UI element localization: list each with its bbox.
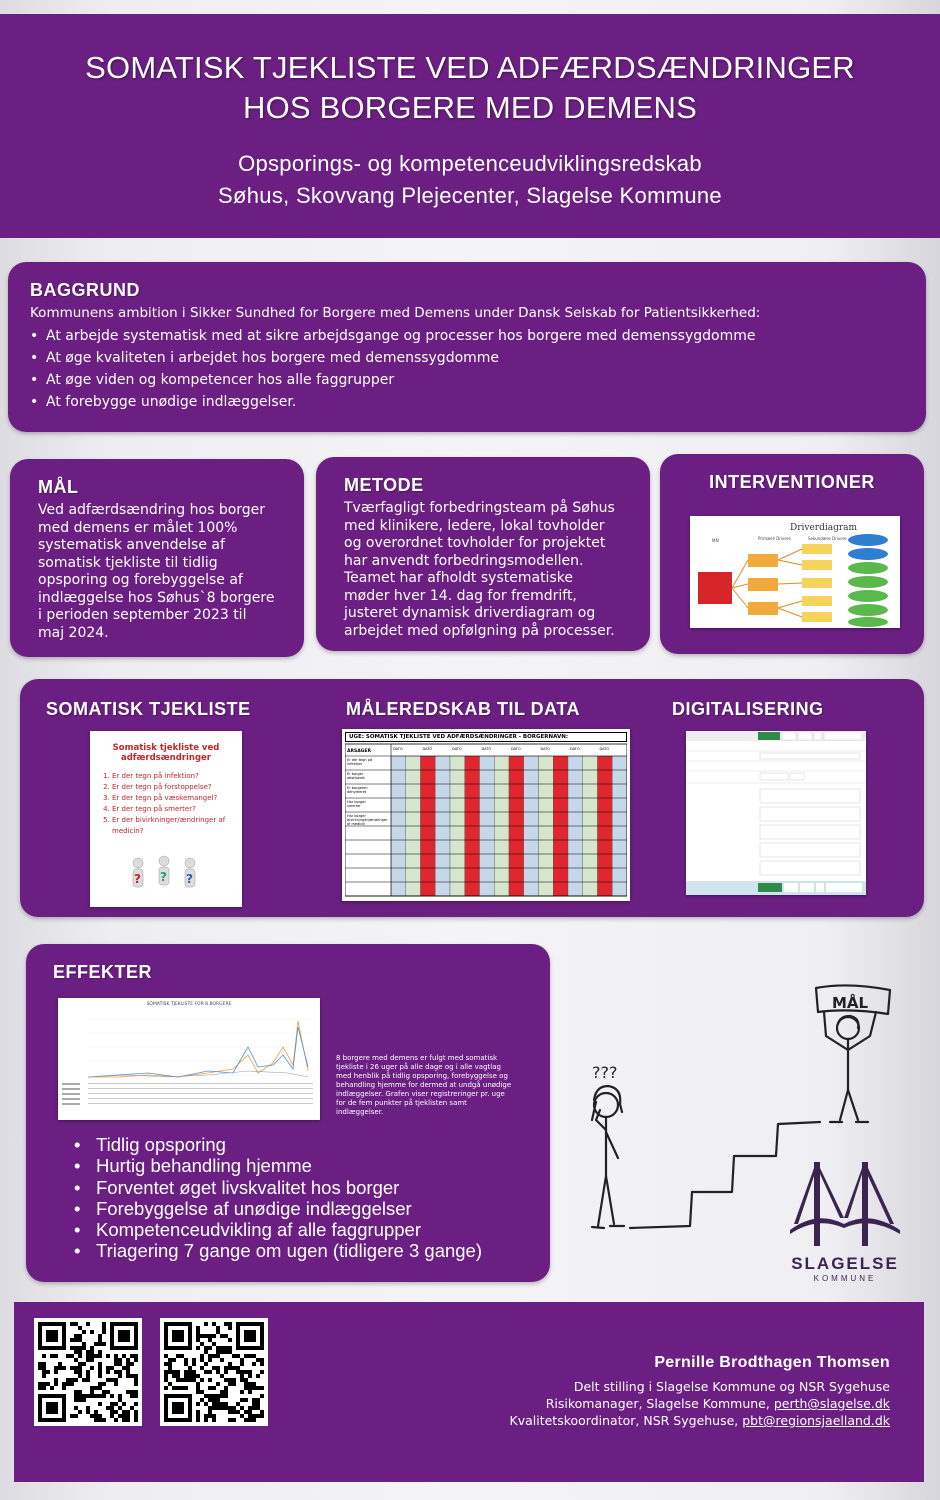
driver-box [748,578,778,591]
poster-title [0,48,940,128]
list-item: • Kompetenceudvikling af alle faggrupper [74,1219,482,1240]
contact-info [510,1354,890,1429]
list-item: • Forventet øget livskvalitet hos borger [74,1177,482,1198]
checklist-item: 4. Er der tegn på smerter? [112,804,242,815]
title-line-1: SOMATISK TJEKLISTE VED ADFÆRDSÆNDRINGER [85,50,855,85]
role-2-text: Kvalitetskoordinator, NSR Sygehuse, [509,1413,743,1428]
list-item: • At forebygge unødige indlæggelser. [30,391,904,413]
measurement-grid [345,742,627,898]
table-row-label: infektion [347,762,363,766]
effekter-heading: EFFEKTER [53,962,153,982]
table-date-header: DATO [422,747,433,751]
table-row-label: Har borger [347,800,366,804]
question-marks: ??? [592,1063,618,1082]
checklist-item: 5. Er der bivirkninger/ændringer af medicin? [112,815,242,837]
qr-code-icon [164,1322,264,1422]
change-idea [848,562,888,574]
digital-form-card [686,731,866,895]
table-date-header: DATO [570,747,580,751]
goal-figure [804,980,904,1130]
driver-diagram-graphic [690,516,900,628]
driver-box [748,602,778,615]
qr-code-left [34,1318,142,1426]
effekter-chart-title: SOMATISK TJEKLISTE FOR 8 BORGERE [146,1002,232,1007]
author-name: Pernille Brodthagen Thomsen [654,1354,890,1371]
checklist-items [112,771,242,837]
list-item: • Forebyggelse af unødige indlæggelser [74,1198,482,1219]
header-banner [0,14,940,238]
effekter-note: 8 borgere med demens er fulgt med somatisk tjekliste i 26 uger på alle dage og i alle vagtlag med henblik på tidlig opsporing, forebyggelse og behandling hjemme for dermed at undgå unødige indlæggelser. Grafen viser registreringer pr. uge for de fem punkter på tjeklisten samt indlæggelser. [336,1054,512,1116]
maal-heading: MÅL [38,477,79,497]
interventioner-section [660,454,924,654]
effekter-section [26,944,550,1282]
checklist-item: 1. Er der tegn på infektion? [112,771,242,782]
metode-heading: METODE [344,475,424,495]
tools-section [20,679,924,917]
sub-driver-box [802,596,832,606]
table-date-header: DATO [511,747,521,751]
svg-text:?: ? [134,872,141,886]
diagram-col2: Primære Drivere [758,536,791,541]
table-date-header: DATO [481,747,492,751]
interventioner-heading: INTERVENTIONER [709,472,875,492]
table-row-label: smerter [347,804,361,808]
effekter-chart-graphic [58,1007,320,1117]
metode-section [316,457,650,651]
slagelse-logo [790,1158,900,1283]
somatisk-tjekliste-heading: SOMATISK TJEKLISTE [46,699,251,719]
figures-illustration [90,851,242,901]
checklist-item: 2. Er der tegn på forstoppelse? [112,782,242,793]
table-row-label: obstiperet [347,776,365,780]
change-idea [848,590,888,602]
table-row-label: Er borgeren [347,786,368,790]
table-row-label: dehydreret [347,790,367,794]
table-date-header: DATO [540,747,551,751]
table-row-label: af medicin [347,822,366,826]
change-idea [848,548,888,560]
digital-form-graphic [686,731,866,895]
title-line-2: HOS BORGERE MED DEMENS [243,90,697,125]
qr-code-right [160,1318,268,1426]
author-role-1 [510,1395,890,1412]
footer-banner [14,1302,924,1482]
table-row-label: bivirkninger/ændringer [347,818,388,822]
poster-subtitle [0,148,940,212]
maaleredskab-heading: MÅLEREDSKAB TIL DATA [346,699,580,719]
measurement-table-title: UGE: SOMATISK TJEKLISTE VED ADFÆRDSÆNDRINGER - BORGERNAVN: [345,732,627,742]
table-row-label: Har borger [347,814,366,818]
author-affiliation: Delt stilling i Slagelse Kommune og NSR Sygehuse [573,1379,890,1394]
table-row-label: Er der tegn på [347,758,373,762]
change-idea [848,604,888,616]
checklist-title: Somatisk tjekliste ved adfærdsændringer [112,743,220,763]
change-idea [848,534,888,546]
list-item: • At arbejde systematisk med at sikre arbejdsgange og processer hos borgere med demenssygdomme [30,325,904,347]
measurement-table-card [342,729,630,901]
driver-box [748,554,778,567]
subtitle-line-1: Opsporings- og kompetenceudviklingsredskab [238,151,702,176]
logo-subtitle: KOMMUNE [813,1274,877,1283]
bridge-logo-icon [790,1158,900,1250]
sub-driver-box [802,612,832,622]
sub-driver-box [802,560,832,570]
table-date-header: DATO [452,747,462,751]
baggrund-heading: BAGGRUND [30,280,140,300]
logo-name: SLAGELSE [791,1254,899,1273]
email-link-2[interactable]: pbt@regionsjaelland.dk [742,1413,890,1428]
email-link-1[interactable]: perth@slagelse.dk [773,1396,890,1411]
list-item: • At øge kvaliteten i arbejdet hos borgere med demenssygdomme [30,347,904,369]
change-idea [848,576,888,588]
list-item: • Hurtig behandling hjemme [74,1155,482,1176]
driver-diagram-image [690,516,900,628]
author-role-2 [510,1412,890,1429]
baggrund-list [30,325,904,413]
diagram-title: Driverdiagram [790,523,858,533]
goal-box [698,572,732,604]
metode-text: Tværfagligt forbedringsteam på Søhus med klinikere, ledere, lokal tovholder og overordnet tovholder for projektet har anvendt forbedringsmodellen. Teamet har afholdt systematiske møder hver 14. dag for fremdrift, justeret dynamisk driverdiagram og arbejdet med opfølgning på processer. [344,500,615,639]
sub-driver-box [802,544,832,554]
list-item: • Triagering 7 gange om ugen (tidligere 3 gange) [74,1240,482,1261]
svg-text:?: ? [160,870,167,884]
role-1-text: Risikomanager, Slagelse Kommune, [545,1396,774,1411]
diagram-col3: Sekundære Drivere [808,536,847,541]
table-date-header: DATO [393,747,403,751]
diagram-col1: Mål [712,538,720,543]
maal-section [10,459,304,657]
effekter-chart-card [58,998,320,1120]
goal-sign-text: MÅL [832,994,869,1012]
table-header-cell: ÅRSAGER [347,749,371,754]
effekter-list [74,1134,482,1262]
list-item: • Tidlig opsporing [74,1134,482,1155]
table-date-header: DATO [599,747,610,751]
subtitle-line-2: Søhus, Skovvang Plejecenter, Slagelse Kommune [218,183,722,208]
baggrund-intro: Kommunens ambition i Sikker Sundhed for Borgere med Demens under Dansk Selskab for Patientsikkerhed: [30,305,761,321]
checklist-card [90,731,242,907]
digitalisering-heading: DIGITALISERING [672,699,824,719]
checklist-item: 3. Er der tegn på væskemangel? [112,793,242,804]
change-idea [848,617,888,627]
list-item: • At øge viden og kompetencer hos alle faggrupper [30,369,904,391]
svg-text:?: ? [186,872,193,886]
qr-code-icon [38,1322,138,1422]
baggrund-section [8,262,926,432]
sub-driver-box [802,578,832,588]
maal-text: Ved adfærdsændring hos borger med demens er målet 100% systematisk anvendelse af somatisk tjekliste til tidlig opsporing og forebyggelse af indlæggelse hos Søhus`8 borgere i perioden september 2023 til maj 2024. [38,502,275,641]
table-row-label: Er borger [347,772,364,776]
